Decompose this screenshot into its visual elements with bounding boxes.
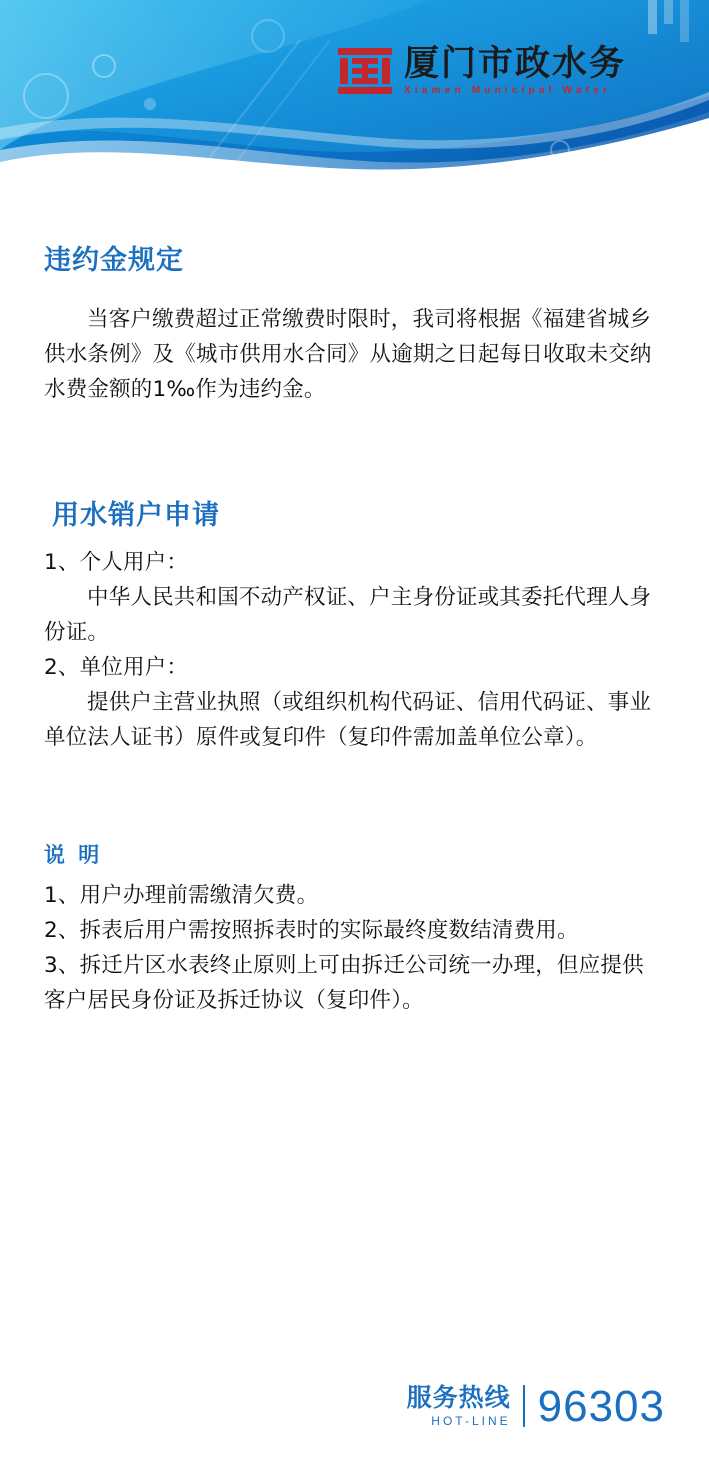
paragraph: 提供户主营业执照（或组织机构代码证、信用代码证、事业单位法人证书）原件或复印件（复印件需加盖单位公章）。 xyxy=(44,689,652,750)
section-title-penalty: 违约金规定 xyxy=(44,245,184,276)
page-footer xyxy=(0,1357,709,1457)
section-body-penalty xyxy=(44,303,665,407)
water-cube-logo-icon xyxy=(336,42,394,100)
paragraph: 当客户缴费超过正常缴费时限时，我司将根据《福建省城乡供水条例》及《城市供用水合同》从逾期之日起每日收取未交纳水费金额的1‰作为违约金。 xyxy=(44,307,652,402)
section-title-notes: 说 明 xyxy=(44,843,103,868)
brand-logo xyxy=(336,36,626,106)
hotline-labels xyxy=(407,1385,525,1427)
hotline-label-en: HOT-LINE xyxy=(431,1414,511,1428)
page-header xyxy=(0,0,709,196)
paragraph: 3、拆迁片区水表终止原则上可由拆迁公司统一办理，但应提供客户居民身份证及拆迁协议（复印件）。 xyxy=(44,953,644,1013)
logo-title: 厦门市政水务 xyxy=(404,43,627,84)
section-body-notes xyxy=(44,879,665,1018)
section-title-account-cancellation: 用水销户申请 xyxy=(52,500,220,532)
section-body-account-cancellation xyxy=(44,546,665,755)
paragraph: 1、用户办理前需缴清欠费。 xyxy=(44,883,319,909)
paragraph: 中华人民共和国不动产权证、户主身份证或其委托代理人身份证。 xyxy=(44,585,652,646)
logo-subtitle: Xiamen Municipal Water xyxy=(404,85,612,97)
paragraph: 1、个人用户： xyxy=(44,550,189,576)
paragraph: 2、单位用户： xyxy=(44,654,189,680)
hotline-label-cn: 服务热线 xyxy=(406,1383,511,1412)
hotline-block xyxy=(406,1381,665,1431)
document-content xyxy=(0,196,709,1019)
paragraph: 2、拆表后用户需按照拆表时的实际最终度数结清费用。 xyxy=(44,918,579,944)
hotline-number: 96303 xyxy=(537,1381,665,1431)
